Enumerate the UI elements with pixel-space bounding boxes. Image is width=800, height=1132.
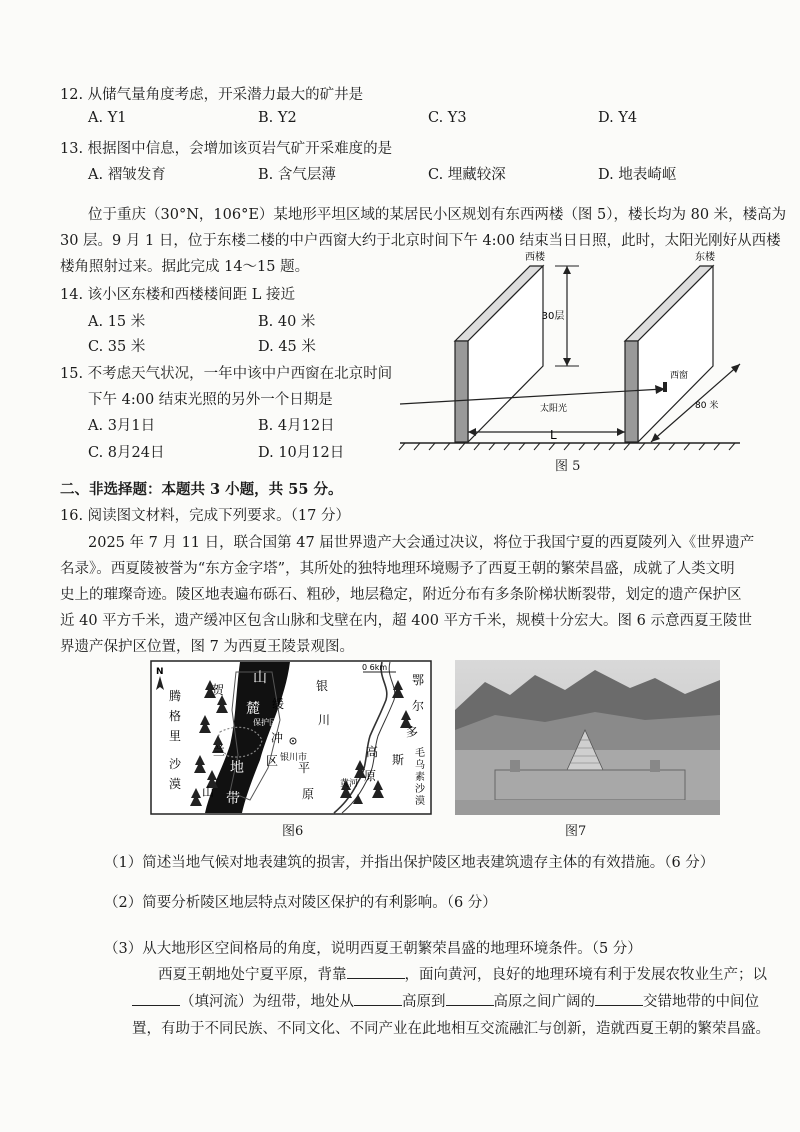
blank-plateau-1[interactable]: [354, 991, 402, 1006]
blank-plateau-2[interactable]: [446, 991, 494, 1006]
figure-6-map: [150, 660, 432, 815]
sunlight-ray: [400, 389, 663, 404]
svg-text:黄河: 黄河: [340, 779, 359, 789]
svg-text:乌: 乌: [415, 760, 425, 771]
q13-stem: 13. 根据图中信息，会增加该页岩气矿开采难度的是: [60, 141, 393, 157]
q16-para-4: 近 40 平方千米，遗产缓冲区包含山脉和戈壁在内，超 400 平方千米，规模十分宏大。图 6 示意西夏王陵世: [60, 613, 753, 629]
fill-line-3: 置，有助于不同民族、不同文化、不同产业在此地相互交流融汇与创新，造就西夏王朝的繁荣昌盛。: [132, 1021, 770, 1037]
svg-text:漠: 漠: [169, 777, 182, 791]
q16-sub-2: （2）简要分析陵区地层特点对陵区保护的有利影响。（6 分）: [104, 895, 497, 911]
q12-option-c: C. Y3: [428, 110, 467, 126]
blank-mountain[interactable]: [347, 964, 405, 979]
svg-text:腾: 腾: [169, 689, 182, 703]
svg-text:兰: 兰: [213, 744, 226, 758]
q14-option-b: B. 40 米: [258, 314, 316, 330]
q15-option-a: A. 3月1日: [88, 418, 156, 434]
fill-line-1: 西夏王朝地处宁夏平原，背靠 ，面向黄河，良好的地理环境有利于发展农牧业生产；以: [158, 963, 767, 984]
q14-option-c: C. 35 米: [88, 339, 146, 355]
svg-text:里: 里: [169, 729, 182, 743]
q13-option-b: B. 含气层薄: [258, 167, 336, 183]
svg-text:山: 山: [253, 670, 267, 686]
svg-text:区: 区: [266, 754, 279, 768]
svg-text:多: 多: [406, 725, 419, 739]
svg-text:鄂: 鄂: [412, 673, 425, 687]
svg-text:地: 地: [230, 760, 244, 776]
svg-text:格: 格: [169, 709, 182, 723]
q14-option-d: D. 45 米: [258, 339, 316, 355]
svg-text:带: 带: [226, 791, 240, 807]
blank-river[interactable]: [132, 991, 180, 1006]
spacing-label: L: [550, 428, 557, 442]
sunlight-label: 太阳光: [540, 404, 568, 414]
svg-text:沙: 沙: [169, 757, 182, 771]
q16-para-5: 界遗产保护区位置，图 7 为西夏王陵景观图。: [60, 639, 354, 655]
q16-para-1: 2025 年 7 月 11 日，联合国第 47 届世界遗产大会通过决议，将位于我国宁夏的西夏陵列入《世界遗产: [88, 535, 755, 551]
svg-text:山: 山: [202, 785, 215, 799]
height-label: 30层: [541, 311, 565, 322]
figure-7-photo: [455, 660, 720, 815]
figure-5-caption: 图 5: [555, 459, 581, 474]
q12-option-b: B. Y2: [258, 110, 297, 126]
q16-sub-3: （3）从大地形区空间格局的角度，说明西夏王朝繁荣昌盛的地理环境条件。（5 分）: [104, 941, 642, 957]
q12-option-a: A. Y1: [88, 110, 127, 126]
svg-text:保护区: 保护区: [253, 718, 277, 727]
q15-stem-1: 15. 不考虑天气状况，一年中该中户西窗在北京时间: [60, 366, 393, 382]
svg-text:银: 银: [316, 679, 329, 693]
east-building-label: 东楼: [695, 252, 715, 263]
west-building-front: [455, 341, 468, 442]
svg-text:尔: 尔: [412, 699, 425, 713]
section-2-heading: 二、非选择题：本题共 3 小题，共 55 分。: [60, 481, 343, 498]
svg-text:原: 原: [302, 787, 315, 801]
svg-text:冲: 冲: [271, 731, 284, 745]
intro-line-2: 30 层。9 月 1 日，位于东楼二楼的中户西窗大约于北京时间下午 4:00 结束当日日照，此时，太阳光刚好从西楼: [60, 233, 781, 249]
q14-option-a: A. 15 米: [88, 314, 146, 330]
svg-text:贺: 贺: [212, 683, 225, 697]
q15-option-b: B. 4月12日: [258, 418, 335, 434]
figure-6-caption: 图6: [282, 824, 304, 839]
q16-para-2: 名录》。西夏陵被誉为“东方金字塔”，其所处的独特地理环境赐予了西夏王朝的繁荣昌盛，成就了人类文明: [60, 561, 735, 577]
svg-text:银川市: 银川市: [280, 753, 308, 763]
q12-stem: 12. 从储气量角度考虑，开采潜力最大的矿井是: [60, 87, 364, 103]
svg-text:缓: 缓: [272, 697, 285, 711]
svg-text:原: 原: [364, 769, 377, 783]
intro-line-3: 楼角照射过来。据此完成 14～15 题。: [60, 259, 310, 275]
intro-line-1: 位于重庆（30°N，106°E）某地形平坦区域的某居民小区规划有东西两楼（图 5），楼长均为 80 米，楼高为: [88, 207, 787, 223]
q13-option-d: D. 地表崎岖: [598, 167, 677, 183]
svg-text:N: N: [156, 667, 164, 677]
svg-text:漠: 漠: [415, 796, 425, 807]
west-building-label: 西楼: [525, 252, 545, 263]
q14-stem: 14. 该小区东楼和西楼楼间距 L 接近: [60, 287, 296, 303]
q13-option-a: A. 褶皱发育: [88, 167, 166, 183]
svg-text:川: 川: [318, 713, 331, 727]
q12-option-d: D. Y4: [598, 110, 638, 126]
svg-text:沙: 沙: [415, 784, 425, 795]
svg-text:毛: 毛: [415, 748, 425, 759]
svg-text:素: 素: [415, 772, 425, 783]
q16-para-3: 史上的璀璨奇迹。陵区地表遍布砾石、粗砂，地层稳定，附近分布有多条阶梯状断裂带，划定的遗产保护区: [60, 587, 742, 603]
west-window-marker: [663, 382, 667, 392]
q15-stem-2: 下午 4:00 结束光照的另外一个日期是: [88, 392, 333, 408]
length-label: 80 米: [695, 401, 719, 411]
figure-7-caption: 图7: [565, 824, 587, 839]
q15-option-c: C. 8月24日: [88, 445, 165, 461]
figure-5-diagram: [395, 246, 745, 476]
scale-label: 0 6km: [362, 663, 388, 672]
west-window-label: 西窗: [670, 371, 689, 381]
fill-line-2: （填河流）为纽带，地处从 高原到 高原之间广阔的 交错地带的中间位: [132, 990, 759, 1011]
q16-sub-1: （1）简述当地气候对地表建筑的损害，并指出保护陵区地表建筑遗存主体的有效措施。（6 分）: [104, 855, 715, 871]
svg-text:斯: 斯: [392, 753, 405, 767]
svg-text:高: 高: [366, 745, 379, 759]
q15-option-d: D. 10月12日: [258, 445, 345, 461]
svg-text:麓: 麓: [246, 701, 260, 717]
blank-zone[interactable]: [595, 991, 643, 1006]
q16-stem: 16. 阅读图文材料，完成下列要求。（17 分）: [60, 508, 350, 524]
q13-option-c: C. 埋藏较深: [428, 167, 506, 183]
svg-text:平: 平: [298, 761, 311, 775]
